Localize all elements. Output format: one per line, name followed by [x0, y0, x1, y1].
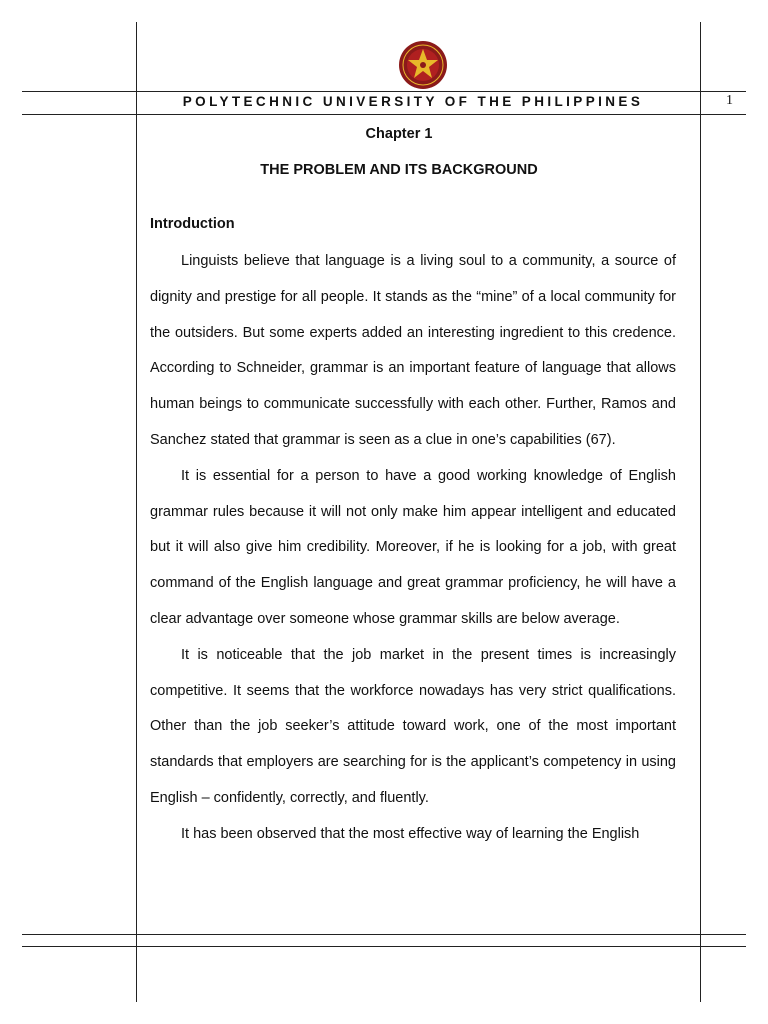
body-text: [150, 244, 676, 853]
footer-bottom-rule: [22, 946, 746, 947]
paragraph: Linguists believe that language is a living soul to a community, a source of dignity and prestige for all people. It stands as the “mine” of a local community for the outsiders. But some experts added an interesting ingredient to this credence. According to Schneider, grammar is an important feature of language that allows human beings to communicate successfully with each other. Further, Ramos and Sanchez stated that grammar is seen as a clue in one’s capabilities (67).: [150, 253, 676, 448]
paragraph: It has been observed that the most effective way of learning the English: [181, 825, 640, 842]
header-bottom-rule: [22, 114, 746, 115]
chapter-title: THE PROBLEM AND ITS BACKGROUND: [260, 162, 538, 178]
university-name: POLYTECHNIC UNIVERSITY OF THE PHILIPPINES: [182, 94, 644, 109]
header-top-rule: [22, 91, 746, 92]
page-number: 1: [726, 93, 733, 108]
chapter-label: Chapter 1: [365, 126, 433, 142]
right-margin-rule: [700, 22, 701, 1002]
paragraph: It is noticeable that the job market in the present times is increasingly competitive. It seems that the workforce nowadays has very strict qualifications. Other than the job seeker’s attitude toward work, one of the most important standards that employers are searching for is the applicant’s competency in using English – confidently, correctly, and fluently.: [150, 646, 676, 806]
section-heading: Introduction: [150, 216, 235, 232]
footer-top-rule: [22, 934, 746, 935]
university-seal-icon: [398, 40, 448, 90]
paragraph: It is essential for a person to have a good working knowledge of English grammar rules because it will not only make him appear intelligent and educated but it will also give him credibility. Moreover, if he is looking for a job, with great command of the English language and great grammar proficiency, he will have a clear advantage over someone whose grammar skills are below average.: [150, 467, 676, 627]
left-margin-rule: [136, 22, 137, 1002]
